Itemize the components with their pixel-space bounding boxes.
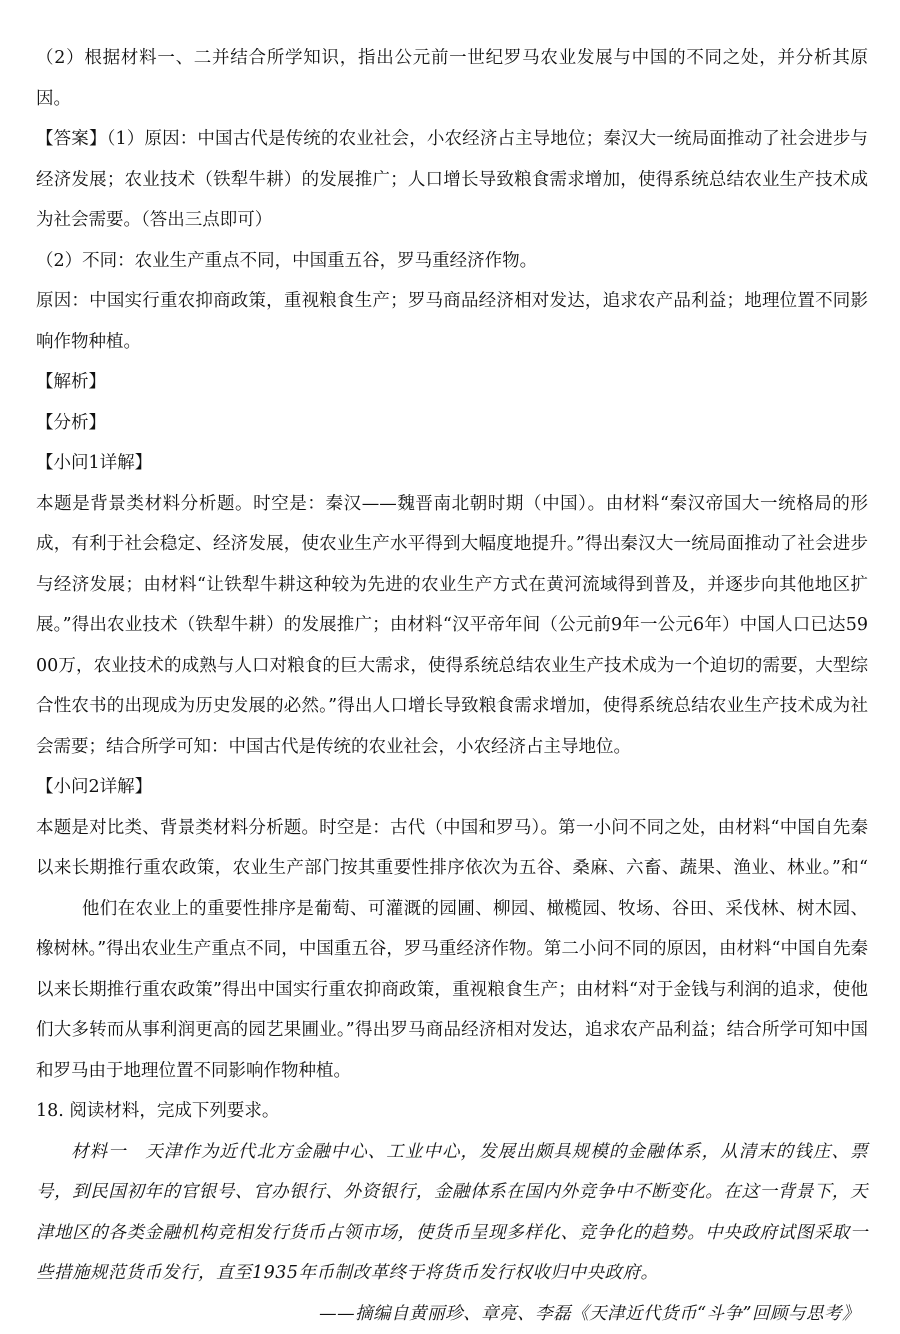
answer-part-2-reason: 原因：中国实行重农抑商政策，重视粮食生产；罗马商品经济相对发达，追求农产品利益；地理位置不同影响作物种植。 bbox=[36, 281, 868, 362]
document-page bbox=[36, 38, 868, 1334]
analysis-heading: 【解析】 bbox=[36, 362, 868, 403]
sub-question-2-body bbox=[36, 808, 868, 1092]
answer-part-1: 【答案】（1）原因：中国古代是传统的农业社会，小农经济占主导地位；秦汉大一统局面推动了社会进步与经济发展；农业技术（铁犁牛耕）的发展推广；人口增长导致粮食需求增加，使得系统总结农业生产技术成为社会需要。（答出三点即可） bbox=[36, 119, 868, 241]
fenxi-heading: 【分析】 bbox=[36, 403, 868, 444]
sub-question-1-body: 本题是背景类材料分析题。时空是：秦汉——魏晋南北朝时期（中国）。由材料“秦汉帝国大一统格局的形成，有利于社会稳定、经济发展，使农业生产水平得到大幅度地提升。”得出秦汉大一统局面推动了社会进步与经济发展；由材料“让铁犁牛耕这种较为先进的农业生产方式在黄河流域得到普及，并逐步向其他地区扩展。”得出农业技术（铁犁牛耕）的发展推广；由材料“汉平帝年间（公元前9年一公元6年）中国人口已达5900万，农业技术的成熟与人口对粮食的巨大需求，使得系统总结农业生产技术成为一个迫切的需要，大型综合性农书的出现成为历史发展的必然。”得出人口增长导致粮食需求增加，使得系统总结农业生产技术成为社会需要；结合所学可知：中国古代是传统的农业社会，小农经济占主导地位。 bbox=[36, 484, 868, 768]
question-prompt: （2）根据材料一、二并结合所学知识，指出公元前一世纪罗马农业发展与中国的不同之处，并分析其原因。 bbox=[36, 38, 868, 119]
material-1-source: ——摘编自黄丽珍、章亮、李磊《天津近代货币“斗争”回顾与思考》 bbox=[36, 1294, 868, 1334]
material-1-text: 材料一 天津作为近代北方金融中心、工业中心，发展出颇具规模的金融体系，从清末的钱庄、票号，到民国初年的官银号、官办银行、外资银行，金融体系在国内外竞争中不断变化。在这一背景下，天津地区的各类金融机构竞相发行货币占领市场，使货币呈现多样化、竞争化的趋势。中央政府试图采取一些措施规范货币发行，直至1935年币制改革终于将货币发行权收归中央政府。 bbox=[36, 1132, 868, 1294]
sub-question-2-body-a: 本题是对比类、背景类材料分析题。时空是：古代（中国和罗马）。第一小问不同之处，由材料“中国自先秦以来长期推行重农政策，农业生产部门按其重要性排序依次为五谷、桑麻、六畜、蔬果、渔业、林业。”和“ bbox=[36, 818, 868, 879]
sub-question-2-body-b: 他们在农业上的重要性排序是葡萄、可灌溉的园圃、柳园、橄榄园、牧场、谷田、采伐林、树木园、橡树林。”得出农业生产重点不同，中国重五谷，罗马重经济作物。第二小问不同的原因，由材料“中国自先秦以来长期推行重农政策”得出中国实行重农抑商政策，重视粮食生产；由材料“对于金钱与利润的追求，使他们大多转而从事利润更高的园艺果圃业。”得出罗马商品经济相对发达，追求农产品利益；结合所学可知中国和罗马由于地理位置不同影响作物种植。 bbox=[36, 899, 868, 1081]
sub-question-1-heading: 【小问1详解】 bbox=[36, 443, 868, 484]
question-18-title: 18. 阅读材料，完成下列要求。 bbox=[36, 1091, 868, 1132]
sub-question-2-heading: 【小问2详解】 bbox=[36, 767, 868, 808]
answer-part-2: （2）不同：农业生产重点不同，中国重五谷，罗马重经济作物。 bbox=[36, 241, 868, 282]
